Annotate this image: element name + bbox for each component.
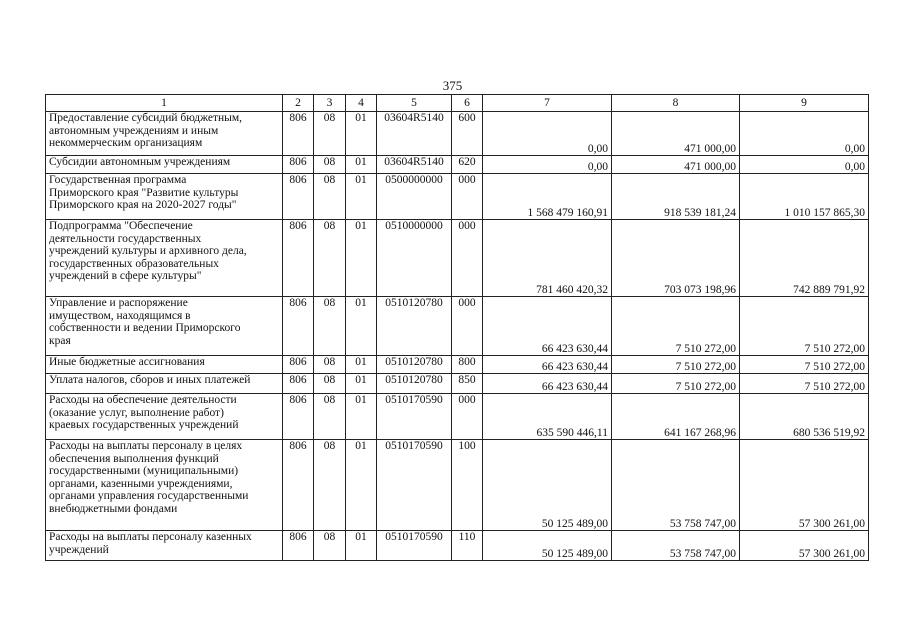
ministry-code: 806 (283, 356, 314, 374)
row-name: Расходы на обеспечение деятельности (оказание услуг, выполнение работ) краевых государственных учреждений (46, 394, 283, 440)
table-row (46, 356, 869, 374)
amount-col7: 66 423 630,44 (483, 297, 612, 356)
column-header: 5 (377, 95, 452, 112)
expense-type-code: 110 (452, 531, 483, 561)
column-header: 4 (346, 95, 377, 112)
subsection-code: 01 (346, 440, 377, 531)
amount-col9: 7 510 272,00 (740, 356, 869, 374)
ministry-code: 806 (283, 394, 314, 440)
amount-col9: 57 300 261,00 (740, 531, 869, 561)
table-row (46, 531, 869, 561)
section-code: 08 (314, 374, 346, 394)
column-header: 1 (46, 95, 283, 112)
column-header: 8 (612, 95, 740, 112)
expense-type-code: 800 (452, 356, 483, 374)
target-article-code: 0510170590 (377, 394, 452, 440)
amount-col8: 7 510 272,00 (612, 374, 740, 394)
row-name: Управление и распоряжение имуществом, находящимся в собственности и ведении Приморского края (46, 297, 283, 356)
subsection-code: 01 (346, 156, 377, 174)
ministry-code: 806 (283, 156, 314, 174)
table-row (46, 297, 869, 356)
subsection-code: 01 (346, 174, 377, 220)
target-article-code: 0510120780 (377, 374, 452, 394)
subsection-code: 01 (346, 356, 377, 374)
section-code: 08 (314, 156, 346, 174)
amount-col7: 635 590 446,11 (483, 394, 612, 440)
amount-col7: 50 125 489,00 (483, 531, 612, 561)
table-row (46, 174, 869, 220)
amount-col7: 1 568 479 160,91 (483, 174, 612, 220)
amount-col7: 0,00 (483, 112, 612, 156)
target-article-code: 0510000000 (377, 220, 452, 297)
row-name: Иные бюджетные ассигнования (46, 356, 283, 374)
expense-type-code: 620 (452, 156, 483, 174)
amount-col9: 57 300 261,00 (740, 440, 869, 531)
amount-col7: 781 460 420,32 (483, 220, 612, 297)
column-header: 3 (314, 95, 346, 112)
amount-col9: 7 510 272,00 (740, 297, 869, 356)
target-article-code: 0510120780 (377, 297, 452, 356)
ministry-code: 806 (283, 220, 314, 297)
expense-type-code: 850 (452, 374, 483, 394)
ministry-code: 806 (283, 174, 314, 220)
amount-col8: 918 539 181,24 (612, 174, 740, 220)
subsection-code: 01 (346, 531, 377, 561)
row-name: Предоставление субсидий бюджетным, автономным учреждениям и иным некоммерческим организациям (46, 112, 283, 156)
budget-table (45, 94, 869, 561)
ministry-code: 806 (283, 112, 314, 156)
table-row (46, 220, 869, 297)
amount-col8: 703 073 198,96 (612, 220, 740, 297)
column-header: 7 (483, 95, 612, 112)
subsection-code: 01 (346, 297, 377, 356)
amount-col8: 471 000,00 (612, 112, 740, 156)
amount-col9: 0,00 (740, 112, 869, 156)
ministry-code: 806 (283, 531, 314, 561)
amount-col8: 53 758 747,00 (612, 531, 740, 561)
page-number: 375 (442, 78, 463, 93)
table-row (46, 394, 869, 440)
section-code: 08 (314, 394, 346, 440)
expense-type-code: 000 (452, 297, 483, 356)
expense-type-code: 000 (452, 174, 483, 220)
table-row (46, 374, 869, 394)
section-code: 08 (314, 356, 346, 374)
amount-col7: 50 125 489,00 (483, 440, 612, 531)
ministry-code: 806 (283, 374, 314, 394)
expense-type-code: 000 (452, 220, 483, 297)
subsection-code: 01 (346, 220, 377, 297)
row-name: Подпрограмма "Обеспечение деятельности государственных учреждений культуры и архивного дела, государственных образовательных учреждений в сфере культуры" (46, 220, 283, 297)
section-code: 08 (314, 531, 346, 561)
column-header: 2 (283, 95, 314, 112)
amount-col8: 53 758 747,00 (612, 440, 740, 531)
target-article-code: 0510170590 (377, 440, 452, 531)
target-article-code: 0500000000 (377, 174, 452, 220)
table-row (46, 156, 869, 174)
amount-col9: 0,00 (740, 156, 869, 174)
target-article-code: 03604R5140 (377, 156, 452, 174)
amount-col7: 66 423 630,44 (483, 356, 612, 374)
expense-type-code: 000 (452, 394, 483, 440)
section-code: 08 (314, 220, 346, 297)
table-row (46, 440, 869, 531)
section-code: 08 (314, 174, 346, 220)
amount-col9: 1 010 157 865,30 (740, 174, 869, 220)
section-code: 08 (314, 112, 346, 156)
row-name: Уплата налогов, сборов и иных платежей (46, 374, 283, 394)
row-name: Государственная программа Приморского края "Развитие культуры Приморского края на 2020-2027 годы" (46, 174, 283, 220)
target-article-code: 0510120780 (377, 356, 452, 374)
subsection-code: 01 (346, 374, 377, 394)
row-name: Расходы на выплаты персоналу в целях обеспечения выполнения функций государственными (муниципальными) органами, казенными учреждениями, органами управления государственными внебюджетными фондами (46, 440, 283, 531)
subsection-code: 01 (346, 112, 377, 156)
column-header: 6 (452, 95, 483, 112)
amount-col7: 0,00 (483, 156, 612, 174)
table-row (46, 112, 869, 156)
target-article-code: 0510170590 (377, 531, 452, 561)
amount-col8: 471 000,00 (612, 156, 740, 174)
row-name: Субсидии автономным учреждениям (46, 156, 283, 174)
ministry-code: 806 (283, 440, 314, 531)
column-header: 9 (740, 95, 869, 112)
expense-type-code: 600 (452, 112, 483, 156)
amount-col8: 641 167 268,96 (612, 394, 740, 440)
amount-col9: 680 536 519,92 (740, 394, 869, 440)
ministry-code: 806 (283, 297, 314, 356)
row-name: Расходы на выплаты персоналу казенных учреждений (46, 531, 283, 561)
amount-col7: 66 423 630,44 (483, 374, 612, 394)
amount-col9: 7 510 272,00 (740, 374, 869, 394)
target-article-code: 03604R5140 (377, 112, 452, 156)
amount-col8: 7 510 272,00 (612, 356, 740, 374)
expense-type-code: 100 (452, 440, 483, 531)
amount-col8: 7 510 272,00 (612, 297, 740, 356)
subsection-code: 01 (346, 394, 377, 440)
section-code: 08 (314, 440, 346, 531)
column-number-row (46, 95, 869, 112)
amount-col9: 742 889 791,92 (740, 220, 869, 297)
section-code: 08 (314, 297, 346, 356)
